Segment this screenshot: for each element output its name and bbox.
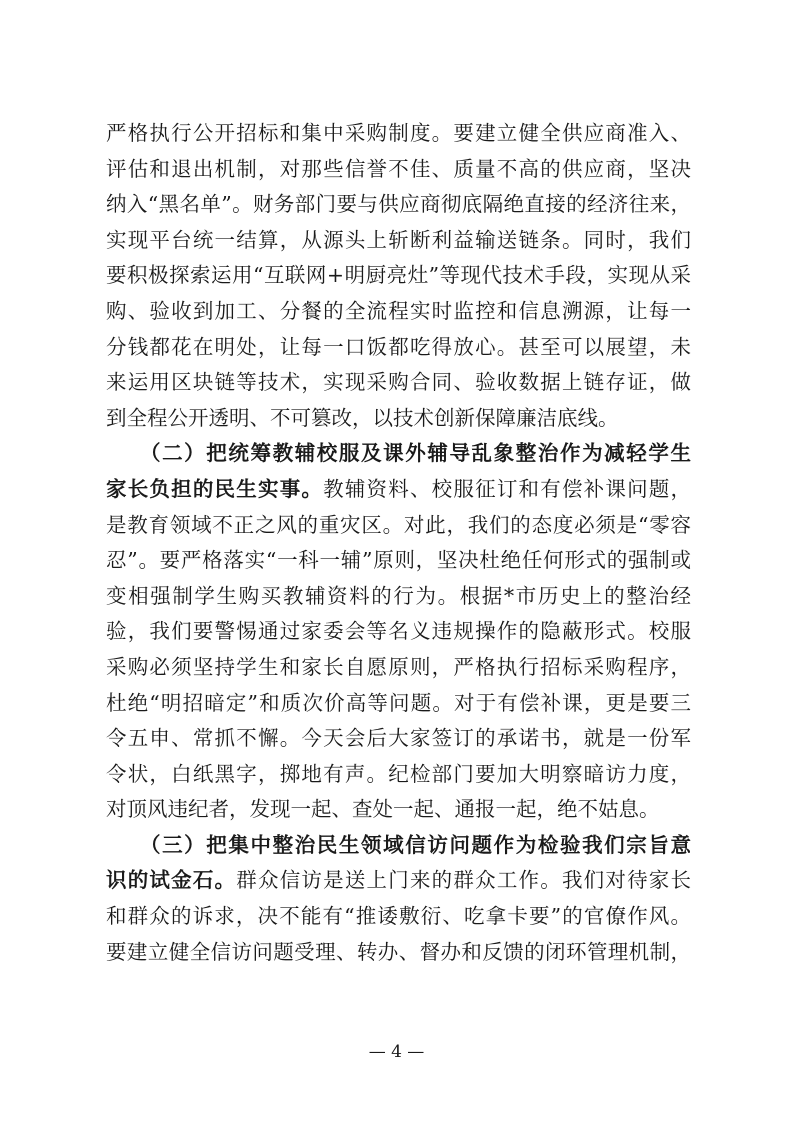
text-line	[106, 614, 691, 650]
line-text: 和群众的诉求，决不能有“推诿敷衍、吃拿卡要”的官僚作风。	[106, 904, 691, 929]
text-line	[106, 472, 691, 508]
text-line	[106, 116, 691, 152]
line-text: 评估和退出机制，对那些信誉不佳、质量不高的供应商，坚决	[106, 156, 691, 181]
text-line	[106, 863, 691, 899]
line-text: 变相强制学生购买教辅资料的行为。根据*市历史上的整治经	[106, 583, 691, 608]
line-text: 是教育领域不正之风的重灾区。对此，我们的态度必须是“零容	[106, 512, 691, 537]
body-text	[106, 116, 691, 970]
text-line	[106, 899, 691, 935]
text-line	[106, 294, 691, 330]
text-line	[106, 187, 691, 223]
text-line	[106, 223, 691, 259]
text-line	[106, 721, 691, 757]
line-text: 对顶风违纪者，发现一起、查处一起、通报一起，绝不姑息。	[106, 797, 660, 822]
line-text: 到全程公开透明、不可篡改，以技术创新保障廉洁底线。	[106, 405, 619, 430]
line-text: 纳入“黑名单”。财务部门要与供应商彻底隔绝直接的经济往来，	[106, 192, 691, 217]
line-text: 群众信访是送上门来的群众工作。我们对待家长	[236, 868, 692, 893]
text-line	[106, 258, 691, 294]
text-line	[106, 935, 691, 971]
text-line	[106, 579, 691, 615]
text-line	[106, 757, 691, 793]
text-line	[106, 330, 691, 366]
line-text: 要建立健全信访问题受理、转办、督办和反馈的闭环管理机制，	[106, 939, 691, 964]
text-line	[106, 401, 691, 437]
text-line	[106, 543, 691, 579]
section-heading-text: （二）把统筹教辅校服及课外辅导乱象整治作为减轻学生	[106, 441, 691, 466]
page-number: — 4 —	[368, 1042, 425, 1062]
text-line	[106, 792, 691, 828]
section-heading-line	[106, 828, 691, 864]
line-text: 采购必须坚持学生和家长自愿原则，严格执行招标采购程序，	[106, 654, 691, 679]
text-line	[106, 365, 691, 401]
text-line	[106, 508, 691, 544]
text-line	[106, 152, 691, 188]
line-text: 要积极探索运用“互联网+明厨亮灶”等现代技术手段，实现从采	[106, 263, 691, 288]
line-text: 令状，白纸黑字，掷地有声。纪检部门要加大明察暗访力度，	[106, 761, 691, 786]
section-heading-text: （三）把集中整治民生领域信访问题作为检验我们宗旨意	[106, 832, 691, 857]
line-text: 严格执行公开招标和集中采购制度。要建立健全供应商准入、	[106, 121, 691, 145]
line-text: 教辅资料、校服征订和有偿补课问题，	[323, 476, 692, 501]
line-text: 忍”。要严格落实“一科一辅”原则，坚决杜绝任何形式的强制或	[106, 548, 691, 573]
line-text: 来运用区块链等技术，实现采购合同、验收数据上链存证，做	[106, 370, 691, 395]
line-text: 验，我们要警惕通过家委会等名义违规操作的隐蔽形式。校服	[106, 619, 691, 644]
section-heading-text: 家长负担的民生实事。	[106, 476, 324, 501]
line-text: 实现平台统一结算，从源头上斩断利益输送链条。同时，我们	[106, 227, 691, 252]
line-text: 杜绝“明招暗定”和质次价高等问题。对于有偿补课，更是要三	[106, 690, 691, 715]
section-heading-text: 识的试金石。	[106, 868, 237, 893]
section-heading-line	[106, 436, 691, 472]
line-text: 购、验收到加工、分餐的全流程实时监控和信息溯源，让每一	[106, 298, 691, 323]
text-line	[106, 650, 691, 686]
line-text: 分钱都花在明处，让每一口饭都吃得放心。甚至可以展望，未	[106, 334, 691, 359]
text-line	[106, 686, 691, 722]
line-text: 令五申、常抓不懈。今天会后大家签订的承诺书，就是一份军	[106, 726, 691, 751]
